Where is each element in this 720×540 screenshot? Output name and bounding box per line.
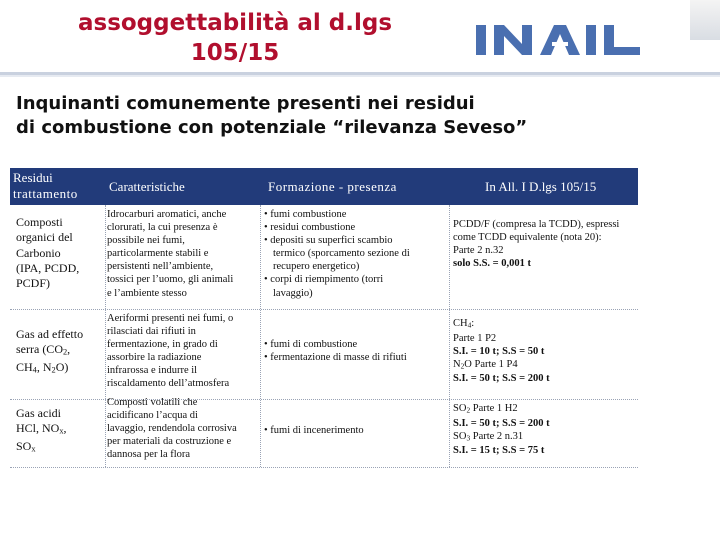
caratteristiche-line: Aeriformi presenti nei fumi, o — [107, 313, 234, 324]
residuo-text: , — [63, 421, 67, 436]
header-formazione: Formazione - presenza — [268, 179, 397, 194]
pollutants-table — [10, 168, 638, 468]
column-divider — [449, 205, 450, 467]
header-cell-formazione — [260, 168, 449, 205]
table-row-1-formazione — [264, 208, 410, 300]
formazione-line: recupero energetico) — [273, 261, 360, 273]
row-divider — [10, 467, 638, 468]
slide-title — [40, 8, 430, 68]
title-line-2: 105/15 — [190, 40, 280, 66]
formazione-line: • depositi su superfici scambio — [264, 235, 393, 247]
caratteristiche-line: possibile nei fumi, — [107, 235, 185, 247]
residuo-text: , — [67, 342, 71, 357]
header-cell-residui — [10, 168, 105, 205]
table-row-3-caratteristiche — [107, 396, 237, 461]
header-residui-line-1: Residui — [13, 170, 53, 185]
column-divider — [105, 205, 106, 467]
residuo-text: HCl, NO — [16, 421, 60, 436]
allegato-subscript: 2 — [466, 405, 471, 415]
residuo-line: Gas ad effetto — [16, 327, 84, 341]
table-row-3-allegato — [453, 402, 550, 457]
row-divider — [10, 309, 638, 310]
title-line-1: assoggettabilità al d.lgs — [77, 10, 393, 36]
table-row-2-caratteristiche — [107, 312, 233, 391]
caratteristiche-line: dannosa per la flora — [107, 449, 191, 461]
inail-logo — [470, 20, 650, 60]
allegato-text: Parte 1 H2 — [470, 403, 518, 414]
slide-subtitle — [16, 92, 676, 140]
allegato-text: CH — [453, 318, 468, 329]
residuo-line: Composti — [16, 215, 63, 229]
residuo-subscript: 2 — [51, 365, 56, 375]
allegato-line: Parte 1 P2 — [453, 332, 497, 344]
table-row-1-caratteristiche — [107, 208, 233, 300]
allegato-line: solo S.S. = 0,001 t — [453, 258, 532, 270]
residuo-subscript: x — [59, 426, 64, 436]
residuo-line: PCDF) — [16, 276, 51, 291]
table-row-2-allegato — [453, 317, 550, 385]
residuo-text: , N — [36, 360, 52, 375]
row-divider — [10, 399, 638, 400]
caratteristiche-line: Composti volatili che — [107, 397, 198, 408]
caratteristiche-line: acidificano l’acqua di — [107, 410, 198, 422]
caratteristiche-line: e l’ambiente stesso — [107, 287, 187, 299]
allegato-line — [453, 317, 550, 332]
formazione-line: termico (sporcamento sezione di — [273, 248, 410, 260]
residuo-subscript: 4 — [32, 365, 37, 375]
formazione-line: lavaggio) — [273, 287, 313, 299]
caratteristiche-line: riscaldamento dell’atmosfera — [107, 378, 230, 390]
residuo-subscript: 2 — [62, 347, 68, 357]
table-row-3-formazione — [264, 424, 364, 437]
residuo-subscript: x — [31, 444, 36, 454]
allegato-text: SO — [453, 430, 467, 442]
allegato-line — [453, 402, 550, 417]
column-divider — [260, 205, 261, 467]
header-cell-caratteristiche — [105, 168, 260, 205]
allegato-text: N — [453, 358, 461, 370]
caratteristiche-line: tossici per l’uomo, gli animali — [107, 274, 234, 286]
allegato-subscript: 2 — [460, 361, 465, 371]
formazione-line: • fumi di combustione — [264, 339, 358, 350]
formazione-line: • residui combustione — [264, 222, 356, 234]
residuo-line: (IPA, PCDD, — [16, 260, 80, 275]
allegato-subscript: 3 — [466, 433, 471, 443]
residuo-line: organici del — [16, 230, 73, 245]
residuo-line — [16, 439, 67, 457]
subtitle-line-2: di combustione con potenziale “rilevanza Seveso” — [16, 117, 528, 138]
table-row-2-residuo — [16, 327, 83, 378]
allegato-text: SO — [453, 403, 467, 414]
residuo-line: Gas acidi — [16, 406, 61, 420]
subtitle-line-1: Inquinanti comunemente presenti nei residui — [16, 93, 475, 114]
table-row-3-residuo — [16, 406, 67, 457]
allegato-text: Parte 2 n.31 — [470, 430, 524, 442]
allegato-line — [453, 430, 550, 445]
residuo-text: SO — [16, 439, 32, 454]
allegato-line — [453, 358, 550, 373]
residuo-text: CH — [16, 360, 33, 375]
header-caratteristiche: Caratteristiche — [109, 179, 185, 194]
caratteristiche-line: lavaggio, rendendola corrosiva — [107, 423, 237, 435]
caratteristiche-line: particolarmente stabili e — [107, 248, 209, 260]
table-row-2-formazione — [264, 338, 407, 364]
caratteristiche-line: infrarossa e indurre il — [107, 365, 198, 377]
formazione-line: • corpi di riempimento (torri — [264, 274, 384, 286]
residuo-line: Carbonio — [16, 245, 61, 260]
allegato-text: : — [471, 318, 475, 329]
allegato-line: S.I. = 10 t; S.S = 50 t — [453, 345, 545, 357]
allegato-line: Parte 2 n.32 — [453, 245, 504, 257]
residuo-line — [16, 360, 83, 378]
header-allegato: In All. I D.lgs 105/15 — [485, 179, 597, 194]
formazione-line: • fumi combustione — [264, 209, 347, 220]
caratteristiche-line: fermentazione, in grado di — [107, 339, 218, 351]
formazione-line: • fermentazione di masse di rifiuti — [264, 352, 407, 364]
allegato-line: S.I. = 15 t; S.S = 75 t — [453, 445, 545, 457]
caratteristiche-line: rilasciati dai rifiuti in — [107, 326, 196, 338]
header-residui-line-2: trattamento — [13, 186, 78, 201]
allegato-text: O Parte 1 P4 — [464, 358, 518, 370]
allegato-line: S.I. = 50 t; S.S = 200 t — [453, 417, 550, 429]
allegato-subscript: 4 — [467, 320, 472, 330]
caratteristiche-line: clorurati, la cui presenza è — [107, 222, 218, 234]
corner-decoration — [690, 0, 720, 40]
formazione-line: • fumi di incenerimento — [264, 425, 364, 436]
caratteristiche-line: Idrocarburi aromatici, anche — [107, 209, 227, 220]
table-row-1-allegato — [453, 218, 619, 270]
allegato-line: S.I. = 50 t; S.S = 200 t — [453, 373, 550, 385]
table-row-1-residuo — [16, 215, 79, 291]
residuo-line — [16, 342, 83, 360]
allegato-line: come TCDD equivalente (nota 20): — [453, 232, 602, 244]
caratteristiche-line: assorbire la radiazione — [107, 352, 202, 364]
residuo-line — [16, 421, 67, 439]
residuo-text: O) — [55, 360, 69, 375]
allegato-line: PCDD/F (compresa la TCDD), espressi — [453, 219, 620, 230]
header-divider — [0, 70, 720, 80]
header-cell-allegato — [449, 168, 638, 205]
residuo-text: serra (CO — [16, 342, 63, 357]
caratteristiche-line: per materiali da costruzione e — [107, 436, 232, 448]
caratteristiche-line: persistenti nell’ambiente, — [107, 261, 214, 273]
